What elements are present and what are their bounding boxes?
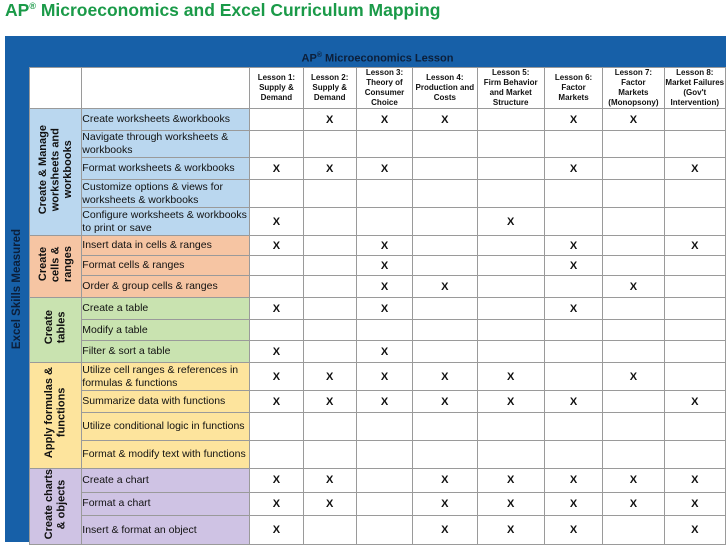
skill-label: Format a chart [82, 492, 250, 516]
mark-cell [250, 109, 303, 131]
mark-cell [356, 492, 412, 516]
mark-x: X [356, 256, 412, 276]
lesson-header: Lesson 2: Supply & Demand [303, 68, 356, 109]
mark-x: X [544, 298, 602, 320]
lesson-header-row [30, 68, 726, 109]
table-row [30, 413, 726, 441]
skill-group-label: Apply formulas & functions [43, 367, 68, 459]
mark-cell [413, 256, 477, 276]
mark-cell [303, 131, 356, 158]
mark-x: X [413, 492, 477, 516]
mark-cell [477, 276, 544, 298]
mark-x: X [250, 158, 303, 180]
mark-cell [544, 180, 602, 208]
mark-cell [544, 441, 602, 469]
mark-cell [603, 236, 664, 256]
title-text: AP [5, 0, 30, 20]
skill-label: Navigate through worksheets & workbooks [82, 131, 250, 158]
mark-cell [603, 341, 664, 363]
table-row [30, 363, 726, 391]
mark-cell [603, 298, 664, 320]
skill-label: Summarize data with functions [82, 391, 250, 413]
mark-x: X [664, 516, 725, 545]
lesson-header: Lesson 6: Factor Markets [544, 68, 602, 109]
mark-cell [356, 469, 412, 493]
skill-label: Order & group cells & ranges [82, 276, 250, 298]
mark-cell [303, 516, 356, 545]
skill-label: Create worksheets &workbooks [82, 109, 250, 131]
table-row [30, 256, 726, 276]
mark-x: X [664, 236, 725, 256]
mark-cell [477, 320, 544, 341]
mark-x: X [544, 158, 602, 180]
table-row [30, 109, 726, 131]
mark-cell [413, 441, 477, 469]
mark-cell [477, 256, 544, 276]
mark-cell [544, 363, 602, 391]
skill-label: Utilize conditional logic in functions [82, 413, 250, 441]
mark-cell [603, 516, 664, 545]
mark-x: X [250, 298, 303, 320]
skill-group [30, 109, 82, 236]
mark-cell [303, 256, 356, 276]
mark-cell [477, 441, 544, 469]
mark-cell [664, 180, 725, 208]
mark-x: X [250, 363, 303, 391]
mark-cell [664, 320, 725, 341]
mark-x: X [413, 276, 477, 298]
mark-cell [356, 441, 412, 469]
mark-cell [250, 276, 303, 298]
mark-cell [477, 413, 544, 441]
skill-label: Create a chart [82, 469, 250, 493]
mark-cell [477, 341, 544, 363]
mark-cell [413, 180, 477, 208]
mark-x: X [356, 109, 412, 131]
mark-x: X [413, 109, 477, 131]
mark-cell [413, 208, 477, 236]
mark-x: X [303, 363, 356, 391]
lesson-header: Lesson 5: Firm Behavior and Market Structure [477, 68, 544, 109]
mark-x: X [544, 492, 602, 516]
mark-x: X [664, 391, 725, 413]
skill-label: Format worksheets & workbooks [82, 158, 250, 180]
mark-x: X [356, 236, 412, 256]
table-row [30, 298, 726, 320]
mark-cell [664, 276, 725, 298]
mark-x: X [356, 391, 412, 413]
mark-cell [603, 441, 664, 469]
lesson-header: Lesson 1: Supply & Demand [250, 68, 303, 109]
mark-cell [356, 208, 412, 236]
skill-group [30, 469, 82, 545]
curriculum-map [5, 36, 726, 542]
title-rest: Microeconomics and Excel Curriculum Mapping [35, 0, 441, 20]
lesson-header-rest: Microeconomics Lesson [322, 52, 454, 65]
mark-x: X [356, 158, 412, 180]
mark-cell [303, 441, 356, 469]
mark-x: X [250, 208, 303, 236]
mark-cell [544, 208, 602, 236]
mark-cell [303, 413, 356, 441]
mark-cell [477, 180, 544, 208]
mark-x: X [356, 276, 412, 298]
mark-x: X [413, 516, 477, 545]
mark-cell [250, 256, 303, 276]
skill-header-cell [82, 68, 250, 109]
mark-x: X [544, 469, 602, 493]
mark-x: X [603, 469, 664, 493]
mark-x: X [356, 298, 412, 320]
mark-cell [664, 441, 725, 469]
mark-cell [603, 131, 664, 158]
mark-cell [664, 109, 725, 131]
skill-label: Filter & sort a table [82, 341, 250, 363]
lesson-header-label [29, 52, 726, 65]
mark-cell [544, 320, 602, 341]
mark-x: X [250, 492, 303, 516]
mark-cell [413, 341, 477, 363]
mark-x: X [413, 363, 477, 391]
mark-cell [413, 131, 477, 158]
mark-cell [603, 391, 664, 413]
mark-cell [664, 363, 725, 391]
lesson-header: Lesson 7: Factor Markets (Monopsony) [603, 68, 664, 109]
mark-x: X [664, 469, 725, 493]
skill-label: Configure worksheets & workbooks to print or save [82, 208, 250, 236]
mark-cell [250, 413, 303, 441]
skill-label: Format & modify text with functions [82, 441, 250, 469]
mark-cell [603, 256, 664, 276]
mark-x: X [477, 469, 544, 493]
table-row [30, 341, 726, 363]
mark-x: X [303, 391, 356, 413]
mark-x: X [250, 391, 303, 413]
table-row [30, 131, 726, 158]
mark-x: X [477, 363, 544, 391]
mark-x: X [477, 391, 544, 413]
mark-x: X [664, 492, 725, 516]
mark-cell [477, 109, 544, 131]
lesson-header-bar [29, 36, 726, 67]
mark-x: X [477, 516, 544, 545]
mark-cell [250, 441, 303, 469]
mark-cell [603, 180, 664, 208]
mark-cell [477, 158, 544, 180]
mark-x: X [544, 256, 602, 276]
mapping-table [29, 67, 726, 545]
mark-cell [356, 180, 412, 208]
mark-cell [603, 320, 664, 341]
skill-group-label: Create & Manage worksheets and workbooks [36, 124, 74, 215]
skill-label: Create a table [82, 298, 250, 320]
table-row [30, 469, 726, 493]
mark-cell [356, 320, 412, 341]
mark-x: X [303, 469, 356, 493]
mark-cell [477, 131, 544, 158]
skill-label: Format cells & ranges [82, 256, 250, 276]
lesson-header-text: AP [301, 52, 317, 65]
mark-x: X [477, 208, 544, 236]
lesson-header: Lesson 4: Production and Costs [413, 68, 477, 109]
mark-cell [413, 298, 477, 320]
mark-cell [664, 413, 725, 441]
mark-cell [544, 276, 602, 298]
mark-x: X [544, 516, 602, 545]
mark-cell [603, 413, 664, 441]
mark-cell [544, 413, 602, 441]
mark-cell [413, 320, 477, 341]
mark-x: X [250, 469, 303, 493]
mark-cell [413, 413, 477, 441]
mark-cell [603, 208, 664, 236]
skill-label: Utilize cell ranges & references in formulas & functions [82, 363, 250, 391]
mark-x: X [250, 236, 303, 256]
mark-cell [603, 158, 664, 180]
registered-mark: ® [316, 52, 322, 59]
table-row [30, 492, 726, 516]
mark-x: X [303, 492, 356, 516]
mark-x: X [603, 109, 664, 131]
mark-cell [303, 320, 356, 341]
mark-x: X [250, 516, 303, 545]
mark-cell [303, 208, 356, 236]
mark-x: X [603, 363, 664, 391]
mark-cell [544, 131, 602, 158]
skill-group-label: Create tables [43, 310, 68, 345]
mark-x: X [664, 158, 725, 180]
mark-cell [544, 341, 602, 363]
mark-x: X [544, 109, 602, 131]
mark-cell [477, 298, 544, 320]
mark-cell [250, 320, 303, 341]
mark-cell [356, 131, 412, 158]
skill-label: Insert data in cells & ranges [82, 236, 250, 256]
mark-x: X [356, 341, 412, 363]
skill-group [30, 363, 82, 469]
table-row [30, 158, 726, 180]
skill-group [30, 236, 82, 298]
mark-cell [664, 131, 725, 158]
mark-cell [303, 236, 356, 256]
mark-cell [250, 180, 303, 208]
mark-cell [303, 276, 356, 298]
mark-cell [664, 341, 725, 363]
table-row [30, 180, 726, 208]
mark-cell [413, 158, 477, 180]
mark-x: X [250, 341, 303, 363]
mark-cell [303, 298, 356, 320]
mark-cell [250, 131, 303, 158]
mark-x: X [477, 492, 544, 516]
mark-cell [303, 180, 356, 208]
corner-cell [30, 68, 82, 109]
mark-x: X [603, 492, 664, 516]
table-row [30, 391, 726, 413]
mark-cell [356, 516, 412, 545]
skill-label: Modify a table [82, 320, 250, 341]
skills-sidebar [5, 36, 29, 542]
mark-cell [477, 236, 544, 256]
table-row [30, 320, 726, 341]
mark-x: X [544, 391, 602, 413]
mark-x: X [356, 363, 412, 391]
mark-x: X [544, 236, 602, 256]
mark-cell [664, 208, 725, 236]
mark-x: X [603, 276, 664, 298]
skill-label: Insert & format an object [82, 516, 250, 545]
table-row [30, 208, 726, 236]
lesson-header: Lesson 3: Theory of Consumer Choice [356, 68, 412, 109]
skill-group [30, 298, 82, 363]
mark-cell [303, 341, 356, 363]
registered-mark: ® [29, 1, 36, 12]
skill-group-label: Create charts & objects [43, 469, 68, 540]
table-row [30, 441, 726, 469]
sidebar-label: Excel Skills Measured [11, 228, 23, 350]
table-row [30, 276, 726, 298]
skill-group-label: Create cells & ranges [36, 245, 74, 283]
mark-x: X [413, 469, 477, 493]
mark-cell [664, 298, 725, 320]
mark-cell [356, 413, 412, 441]
mark-x: X [303, 109, 356, 131]
mark-x: X [413, 391, 477, 413]
mark-cell [664, 256, 725, 276]
mark-x: X [303, 158, 356, 180]
page-title [5, 0, 440, 21]
mark-cell [413, 236, 477, 256]
lesson-header: Lesson 8: Market Failures (Gov't Intervention) [665, 68, 725, 107]
skill-label: Customize options & views for worksheets & workbooks [82, 180, 250, 208]
table-row [30, 236, 726, 256]
table-row [30, 516, 726, 545]
